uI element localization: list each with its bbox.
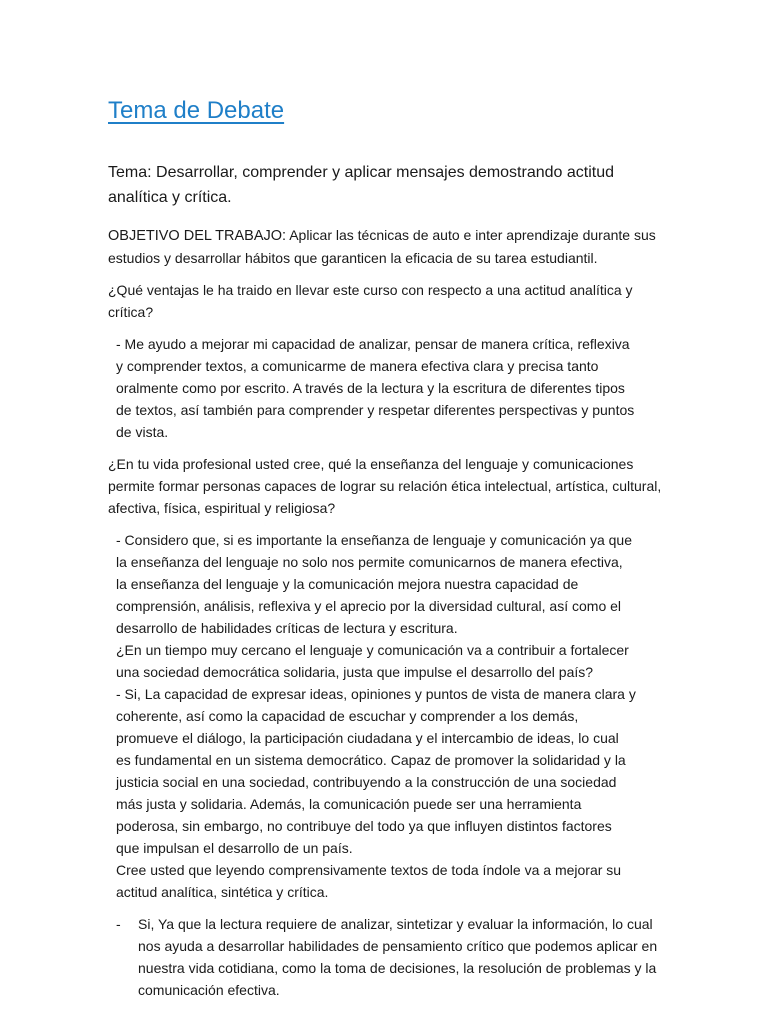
topic-paragraph: Tema: Desarrollar, comprender y aplicar mensajes demostrando actitud analítica y crítica. xyxy=(108,164,615,206)
answer-1-text: - Me ayudo a mejorar mi capacidad de analizar, pensar de manera crítica, reflexiva y comprender textos, a comunicarme de manera efectiva clara y precisa tanto oralmente como por escrito. A través de la lectura y la escritura de diferentes tipos de textos, así también para comprender y respetar diferentes perspectivas y puntos de vista. xyxy=(116,336,635,440)
answer-1 xyxy=(116,333,636,443)
objective-label: OBJETIVO DEL TRABAJO: xyxy=(108,228,287,244)
answer-4-marker: - xyxy=(116,916,121,932)
document-title: Tema de Debate xyxy=(108,97,285,124)
question-4: Cree usted que leyendo comprensivamente textos de toda índole va a mejorar su actitud analítica, sintética y crítica. xyxy=(116,862,622,900)
objective-text: Aplicar las técnicas de auto e inter aprendizaje durante sus estudios y desarrollar hábitos que garanticen la eficacia de su tarea estudiantil. xyxy=(108,227,656,266)
answer-block-2 xyxy=(116,529,636,903)
answer-2-text: - Considero que, si es importante la enseñanza de lenguaje y comunicación ya que la enseñanza del lenguaje no solo nos permite comunicarnos de manera efectiva, la enseñanza del lenguaje y la comunicación mejora nuestra capacidad de comprensión, análisis, reflexiva y el aprecio por la diversidad cultural, así como el desarrollo de habilidades críticas de lectura y escritura. xyxy=(116,532,632,636)
question-2: ¿En tu vida profesional usted cree, qué la enseñanza del lenguaje y comunicaciones permite formar personas capaces de lograr su relación ética intelectual, artística, cultural, afectiva, física, espiritual y religiosa? xyxy=(108,456,662,516)
question-1: ¿Qué ventajas le ha traido en llevar este curso con respecto a una actitud analítica y crítica? xyxy=(108,282,633,320)
answer-4 xyxy=(116,913,666,1001)
answer-3-text: - Si, La capacidad de expresar ideas, opiniones y puntos de vista de manera clara y coherente, así como la capacidad de escuchar y comprender a los demás, promueve el diálogo, la participación ciudadana y el intercambio de ideas, lo cual es fundamental en un sistema democrático. Capaz de promover la solidaridad y la justicia social en una sociedad, contribuyendo a la construcción de una sociedad más justa y solidaria. Además, la comunicación puede ser una herramienta poderosa, sin embargo, no contribuye del todo ya que influyen distintos factores que impulsan el desarrollo de un país. xyxy=(116,686,636,856)
objective-paragraph xyxy=(108,224,668,269)
answer-4-text: Si, Ya que la lectura requiere de analizar, sintetizar y evaluar la información, lo cual nos ayuda a desarrollar habilidades de pensamiento crítico que podemos aplicar en nuestra vida cotidiana, como la toma de decisiones, la resolución de problemas y la comunicación efectiva. xyxy=(138,916,658,998)
question-3: ¿En un tiempo muy cercano el lenguaje y comunicación va a contribuir a fortalecer una sociedad democrática solidaria, justa que impulse el desarrollo del país? xyxy=(116,642,629,680)
